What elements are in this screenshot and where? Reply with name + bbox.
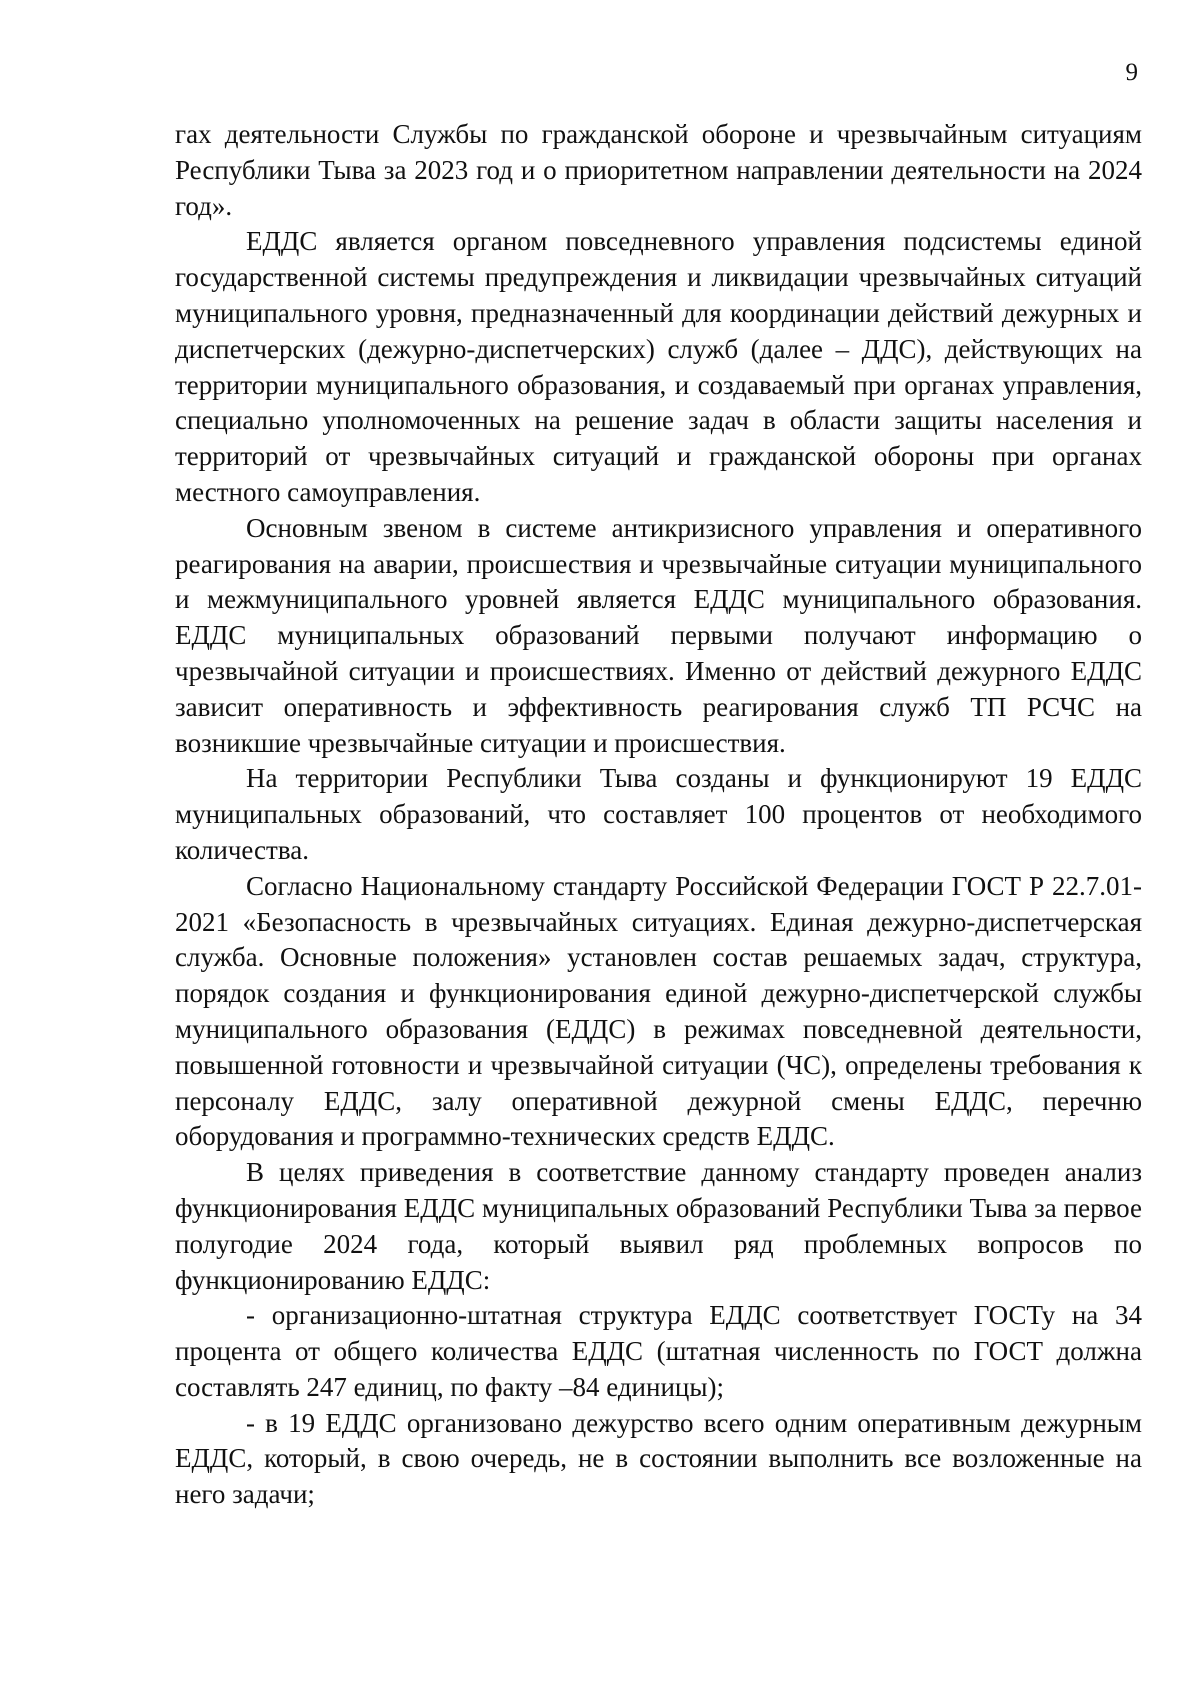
document-body [175, 117, 1142, 1513]
list-item-staffing: - организационно-штатная структура ЕДДС соответствует ГОСТу на 34 процента от общего количества ЕДДС (штатная численность по ГОСТ должна составлять 247 единиц, по факту –84 единицы); [175, 1300, 1142, 1402]
paragraph-analysis: В целях приведения в соответствие данному стандарту проведен анализ функционирования ЕДДС муниципальных образований Республики Тыва за первое полугодие 2024 года, который выявил ряд проблемных вопросов по функционированию ЕДДС: [175, 1157, 1142, 1295]
list-item-duty: - в 19 ЕДДС организовано дежурство всего одним оперативным дежурным ЕДДС, который, в свою очередь, не в состоянии выполнить все возложенные на него задачи; [175, 1407, 1142, 1510]
paragraph-edds-main-link: Основным звеном в системе антикризисного управления и оперативного реагирования на аварии, происшествия и чрезвычайные ситуации муниципального и межмуниципального уровней является ЕДДС муниципального образования. ЕДДС муниципальных образований первыми получают информацию о чрезвычайной ситуации и происшествиях. Именно от действий дежурного ЕДДС зависит оперативность и эффективность реагирования служб ТП РСЧС на возникшие чрезвычайные ситуации и происшествия. [175, 512, 1142, 758]
paragraph-edds-count: На территории Республики Тыва созданы и функционируют 19 ЕДДС муниципальных образований, что составляет 100 процентов от необходимого количества. [175, 763, 1142, 865]
page-number: 9 [1125, 59, 1138, 86]
paragraph-gost-standard: Согласно Национальному стандарту Российской Федерации ГОСТ Р 22.7.01-2021 «Безопасность в чрезвычайных ситуациях. Единая дежурно-диспетчерская служба. Основные положения» установлен состав решаемых задач, структура, порядок создания и функционирования единой дежурно-диспетчерской службы муниципального образования (ЕДДС) в режимах повседневной деятельности, повышенной готовности и чрезвычайной ситуации (ЧС), определены требования к персоналу ЕДДС, залу оперативной дежурной смены ЕДДС, перечню оборудования и программно-технических средств ЕДДС. [175, 870, 1142, 1152]
paragraph-edds-definition: ЕДДС является органом повседневного управления подсистемы единой государственной системы предупреждения и ликвидации чрезвычайных ситуаций муниципального уровня, предназначенный для координации действий дежурных и диспетчерских (дежурно-диспетчерских) служб (далее – ДДС), действующих на территории муниципального образования, и создаваемый при органах управления, специально уполномоченных на решение задач в области защиты населения и территорий от чрезвычайных ситуаций и гражданской обороны при органах местного самоуправления. [175, 226, 1142, 507]
paragraph-continuation: гах деятельности Службы по гражданской обороне и чрезвычайным ситуациям Республики Тыва за 2023 год и о приоритетном направлении деятельности на 2024 год». [175, 119, 1142, 221]
